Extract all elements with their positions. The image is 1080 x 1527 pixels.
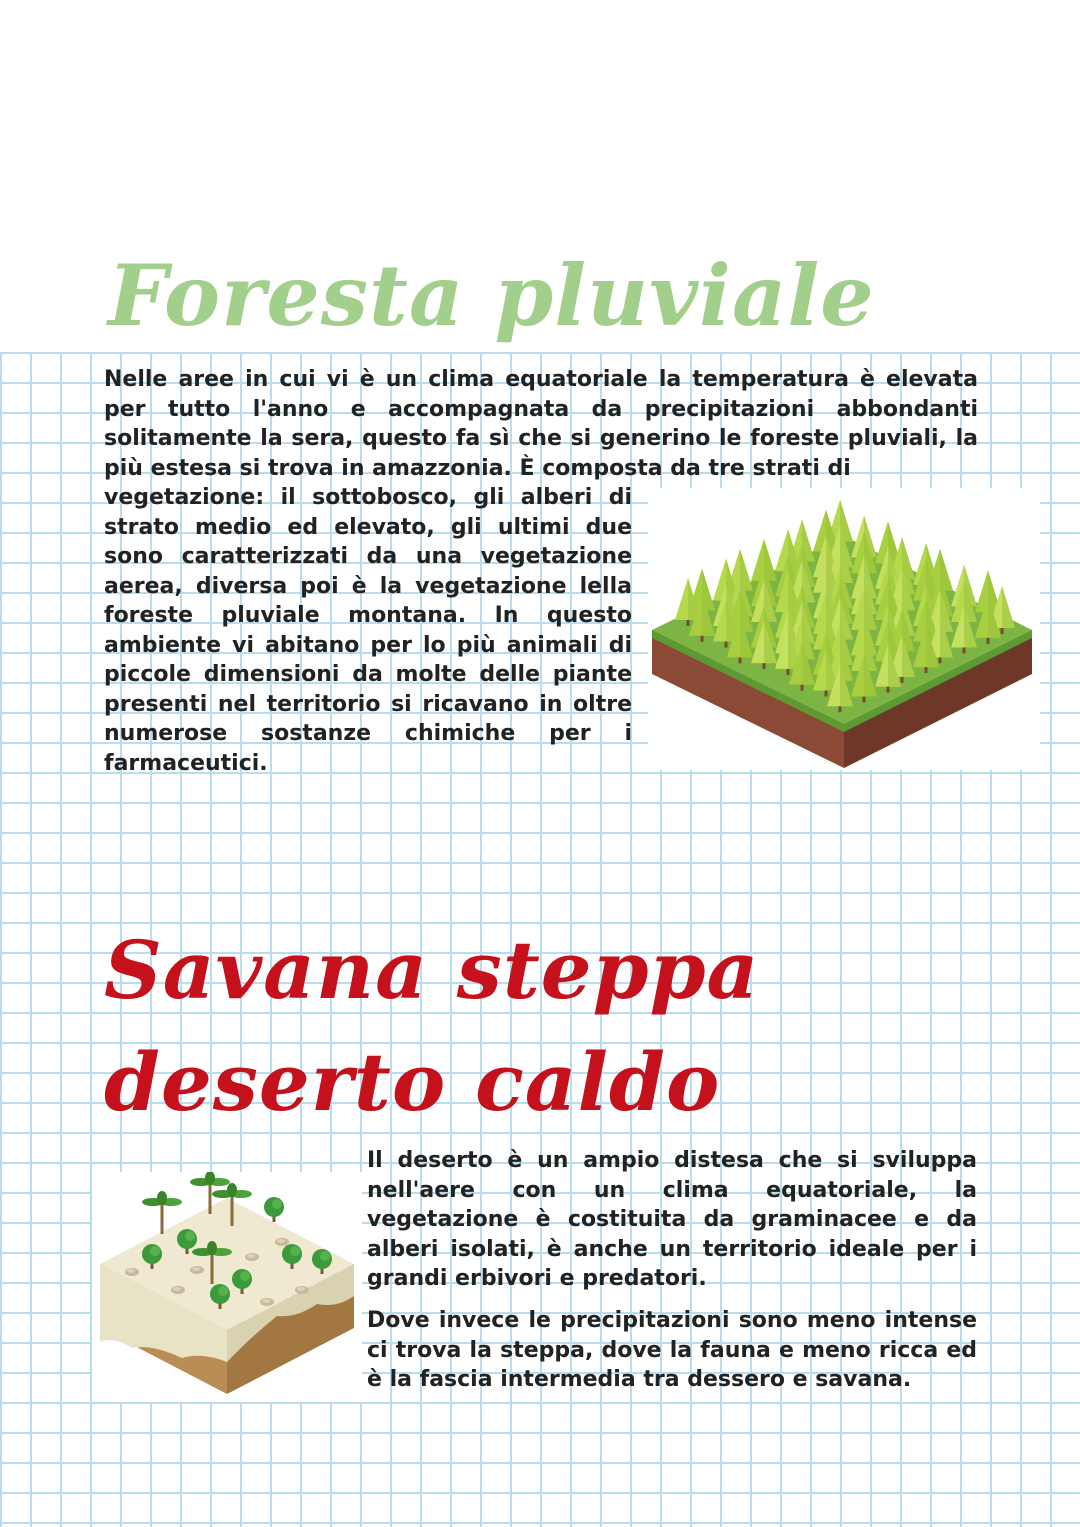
section-title-savanna (104, 914, 759, 1138)
rock-icon (275, 1238, 289, 1246)
savanna-paragraph-2: Dove invece le precipitazioni sono meno intense ci trova la steppa, dove la fauna e meno ricca ed è la fascia intermedia tra dessero e savana. (367, 1308, 977, 1392)
rainforest-paragraph-2: vegetazione: il sottobosco, gli alberi di strato medio ed elevato, gli ultimi due sono caratterizzati da una vegetazione aerea, diversa poi è la vegetazione lella foreste pluviale montana. In questo ambiente vi abitano per lo più animali di piccole dimensioni da molte delle piante presenti nel territorio si ricavano in oltre numerose sostanze chimiche per i farmaceutici. (104, 485, 632, 776)
rock-icon (190, 1266, 204, 1274)
savanna-paragraph-1: Il deserto è un ampio distesa che si sviluppa nell'aere con un clima equatoriale, la vegetazione è costituita da graminacee e da alberi isolati, è anche un territorio ideale per i grandi erbivori e predatori. (367, 1148, 977, 1291)
forest-illustration (648, 488, 1040, 770)
section-title-savanna-line2: deserto caldo (104, 1035, 721, 1129)
savanna-illustration (92, 1172, 362, 1402)
rainforest-paragraph-1: Nelle aree in cui vi è un clima equatoriale la temperatura è elevata per tutto l'anno e accompagnata da precipitazioni abbondanti solitamente la sera, questo fa sì che si generino le foreste pluviali, la più estesa si trova in amazzonia. È composta da tre strati di (104, 367, 978, 481)
section-title-savanna-line1: Savana steppa (104, 923, 760, 1017)
section-title-rainforest: Foresta pluviale (108, 246, 875, 345)
rock-icon (125, 1268, 139, 1276)
rock-icon (171, 1286, 185, 1294)
rock-icon (245, 1253, 259, 1261)
rock-icon (260, 1298, 274, 1306)
rock-icon (295, 1286, 309, 1294)
